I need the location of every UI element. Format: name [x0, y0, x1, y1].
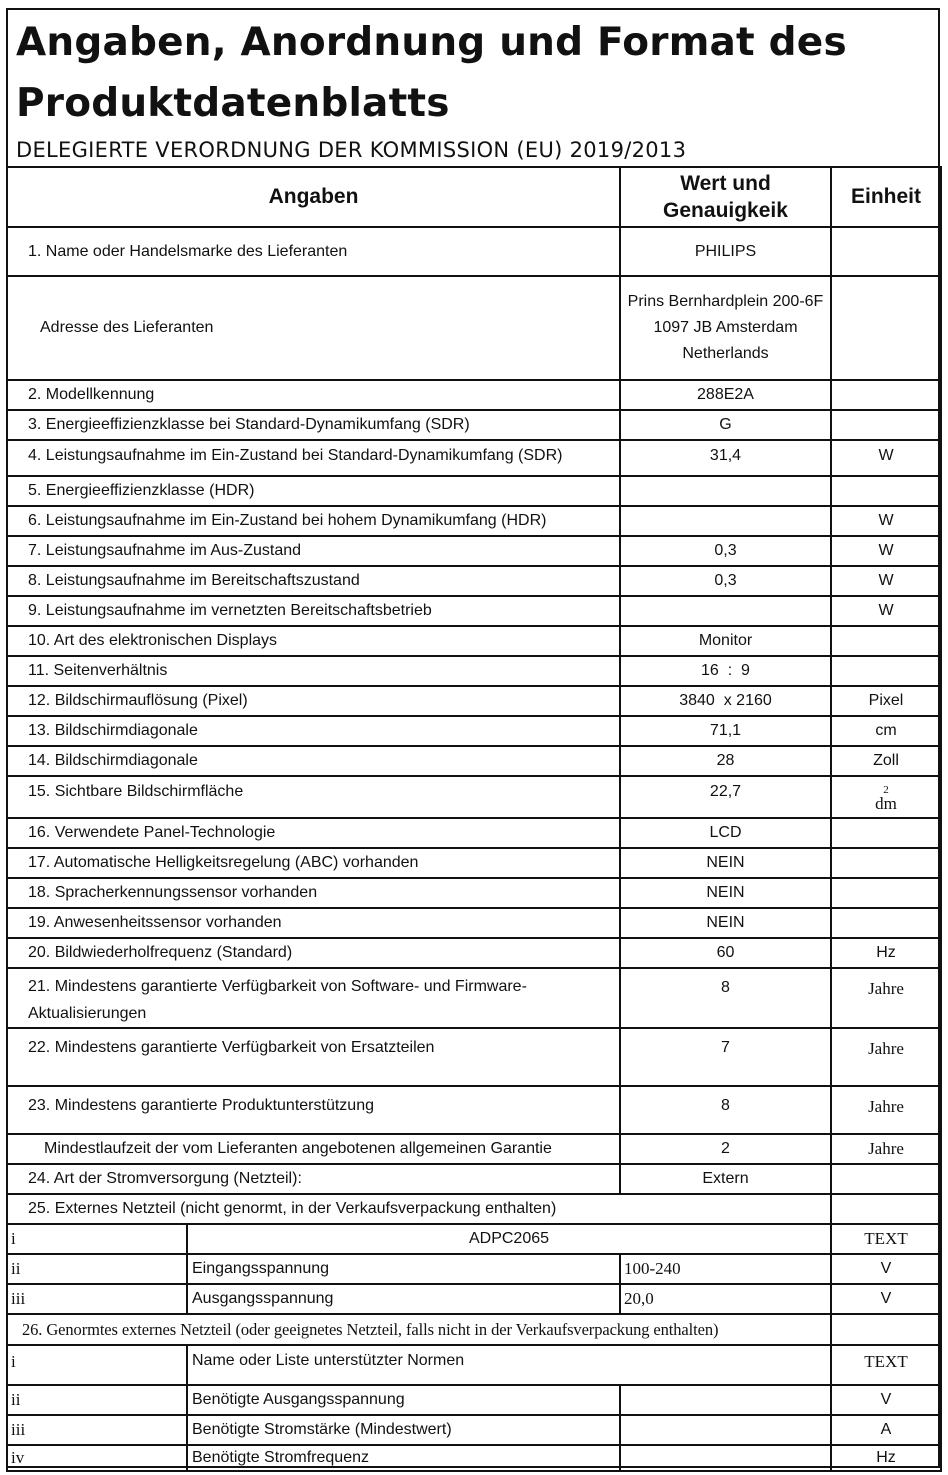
row-value: 7: [620, 1028, 831, 1086]
row-unit: W: [831, 566, 941, 596]
row-label: 18. Spracherkennungssensor vorhanden: [7, 878, 620, 908]
row-label: Mindestlaufzeit der vom Lieferanten angebotenen allgemeinen Garantie: [7, 1134, 620, 1164]
row-unit: Jahre: [831, 1028, 941, 1086]
row-unit: [831, 1164, 941, 1194]
row-value: G: [620, 410, 831, 440]
roman-numeral: iii: [7, 1284, 187, 1314]
row-value: NEIN: [620, 848, 831, 878]
row-label-line: Aktualisierungen: [28, 1005, 147, 1022]
row-label: Eingangsspannung: [187, 1254, 620, 1284]
table-row: [7, 1254, 941, 1284]
address-line: Netherlands: [682, 345, 769, 362]
table-row: [7, 1028, 941, 1086]
row-value: 8: [620, 1086, 831, 1134]
row-value: 288E2A: [620, 380, 831, 410]
section-label: 26. Genormtes externes Netzteil (oder geeignetes Netzteil, falls nicht in der Verkaufsverpackung enthalten): [7, 1314, 831, 1345]
row-label: 14. Bildschirmdiagonale: [7, 746, 620, 776]
table-row: [7, 818, 941, 848]
row-value: NEIN: [620, 878, 831, 908]
row-value: NEIN: [620, 908, 831, 938]
row-unit: TEXT: [831, 1224, 941, 1254]
row-unit: [831, 656, 941, 686]
row-value: ADPC2065: [187, 1224, 831, 1254]
row-unit: [831, 848, 941, 878]
row-unit: W: [831, 506, 941, 536]
row-value: 3840 x 2160: [620, 686, 831, 716]
row-unit: [831, 878, 941, 908]
section-label: 25. Externes Netzteil (nicht genormt, in der Verkaufsverpackung enthalten): [7, 1194, 831, 1224]
row-value: 0,3: [620, 536, 831, 566]
table-row: [7, 908, 941, 938]
table-row: [7, 1194, 941, 1224]
row-value: 2: [620, 1134, 831, 1164]
table-row: [7, 716, 941, 746]
row-unit: [831, 626, 941, 656]
row-label: 4. Leistungsaufnahme im Ein-Zustand bei Standard-Dynamikumfang (SDR): [7, 440, 620, 476]
regulation-subtitle: DELEGIERTE VERORDNUNG DER KOMMISSION (EU) 2019/2013: [16, 138, 687, 162]
row-value: [620, 1415, 831, 1445]
table-row: [7, 596, 941, 626]
supplier-address: [620, 276, 831, 380]
row-value: 8: [620, 968, 831, 1028]
row-unit: W: [831, 440, 941, 476]
row-value: LCD: [620, 818, 831, 848]
page-title: Angaben, Anordnung und Format des Produktdatenblatts: [16, 20, 847, 126]
row-label: 11. Seitenverhältnis: [7, 656, 620, 686]
row-label: Name oder Liste unterstützter Normen: [187, 1345, 831, 1385]
row-label: 10. Art des elektronischen Displays: [7, 626, 620, 656]
unit-superscript: 2: [883, 784, 889, 796]
row-value: [620, 506, 831, 536]
table-row: [7, 1345, 941, 1385]
table-row: [7, 626, 941, 656]
row-value: 60: [620, 938, 831, 968]
row-unit: W: [831, 596, 941, 626]
row-unit: Pixel: [831, 686, 941, 716]
row-unit: Zoll: [831, 746, 941, 776]
row-value: 22,7: [620, 776, 831, 818]
table-row: [7, 506, 941, 536]
row-label: 9. Leistungsaufnahme im vernetzten Bereitschaftsbetrieb: [7, 596, 620, 626]
row-unit: [831, 227, 941, 276]
row-label: [7, 968, 620, 1028]
row-label: 20. Bildwiederholfrequenz (Standard): [7, 938, 620, 968]
table-row: [7, 656, 941, 686]
roman-numeral: iii: [7, 1415, 187, 1445]
row-unit: TEXT: [831, 1345, 941, 1385]
table-header-row: [7, 167, 941, 227]
table-row: [7, 686, 941, 716]
row-unit: Hz: [831, 1445, 941, 1471]
table-row: [7, 1314, 941, 1345]
row-label: 13. Bildschirmdiagonale: [7, 716, 620, 746]
row-label: 22. Mindestens garantierte Verfügbarkeit von Ersatzteilen: [7, 1028, 620, 1086]
col-header-einheit: Einheit: [831, 167, 941, 227]
row-label: 5. Energieeffizienzklasse (HDR): [7, 476, 620, 506]
row-value: PHILIPS: [620, 227, 831, 276]
row-label: 12. Bildschirmauflösung (Pixel): [7, 686, 620, 716]
roman-numeral: ii: [7, 1254, 187, 1284]
row-unit: Hz: [831, 938, 941, 968]
address-line: Prins Bernhardplein 200-6F: [627, 293, 824, 310]
table-row: [7, 878, 941, 908]
product-data-table: [6, 166, 942, 1472]
row-unit: A: [831, 1415, 941, 1445]
row-unit: Jahre: [831, 968, 941, 1028]
row-unit: V: [831, 1284, 941, 1314]
row-unit: [831, 380, 941, 410]
table-row: [7, 1385, 941, 1415]
row-label: 7. Leistungsaufnahme im Aus-Zustand: [7, 536, 620, 566]
row-unit: [831, 410, 941, 440]
row-unit: V: [831, 1254, 941, 1284]
row-value: 20,0: [620, 1284, 831, 1314]
table-row: [7, 848, 941, 878]
col-header-angaben: Angaben: [7, 167, 620, 227]
row-unit: [831, 276, 941, 380]
row-label-line: 21. Mindestens garantierte Verfügbarkeit von Software- und Firmware-: [28, 978, 527, 995]
row-unit: V: [831, 1385, 941, 1415]
row-label: Ausgangsspannung: [187, 1284, 620, 1314]
row-value: 0,3: [620, 566, 831, 596]
roman-numeral: ii: [7, 1385, 187, 1415]
row-value: [620, 476, 831, 506]
row-label: Benötigte Stromstärke (Mindestwert): [187, 1415, 620, 1445]
unit-text: dm: [875, 794, 897, 813]
table-row: [7, 440, 941, 476]
table-row: [7, 410, 941, 440]
row-label: 24. Art der Stromversorgung (Netzteil):: [7, 1164, 620, 1194]
row-value: Extern: [620, 1164, 831, 1194]
row-label: 6. Leistungsaufnahme im Ein-Zustand bei hohem Dynamikumfang (HDR): [7, 506, 620, 536]
row-value: [620, 596, 831, 626]
row-value: [620, 1385, 831, 1415]
row-label: 19. Anwesenheitssensor vorhanden: [7, 908, 620, 938]
row-unit: [831, 1314, 941, 1345]
roman-numeral: iv: [7, 1445, 187, 1471]
row-label: Benötigte Ausgangsspannung: [187, 1385, 620, 1415]
row-label: Adresse des Lieferanten: [7, 276, 620, 380]
row-value: 16 : 9: [620, 656, 831, 686]
row-unit: Jahre: [831, 1086, 941, 1134]
row-unit: W: [831, 536, 941, 566]
roman-numeral: i: [7, 1224, 187, 1254]
row-label: 1. Name oder Handelsmarke des Lieferanten: [7, 227, 620, 276]
row-value: 100-240: [620, 1254, 831, 1284]
col-header-wert: Wert und Genauigkeik: [620, 167, 831, 227]
table-row: [7, 536, 941, 566]
table-row: [7, 1415, 941, 1445]
row-label: 15. Sichtbare Bildschirmfläche: [7, 776, 620, 818]
table-row: [7, 968, 941, 1028]
table-row: [7, 1224, 941, 1254]
table-row: [7, 1284, 941, 1314]
table-row: [7, 276, 941, 380]
table-row: [7, 938, 941, 968]
row-value: 28: [620, 746, 831, 776]
table-row: [7, 1164, 941, 1194]
table-row: [7, 1134, 941, 1164]
row-label: 2. Modellkennung: [7, 380, 620, 410]
table-row: [7, 1086, 941, 1134]
table-row: [7, 566, 941, 596]
table-row: [7, 1445, 941, 1471]
row-value: 71,1: [620, 716, 831, 746]
table-row: [7, 380, 941, 410]
row-label: 16. Verwendete Panel-Technologie: [7, 818, 620, 848]
row-label: 8. Leistungsaufnahme im Bereitschaftszustand: [7, 566, 620, 596]
row-value: 31,4: [620, 440, 831, 476]
row-label: 3. Energieeffizienzklasse bei Standard-Dynamikumfang (SDR): [7, 410, 620, 440]
row-value: [620, 1445, 831, 1471]
sheet-header: [8, 8, 938, 162]
row-label: Benötigte Stromfrequenz: [187, 1445, 620, 1471]
row-label: 17. Automatische Helligkeitsregelung (ABC) vorhanden: [7, 848, 620, 878]
row-value: Monitor: [620, 626, 831, 656]
table-row: [7, 227, 941, 276]
row-unit: cm: [831, 716, 941, 746]
row-unit: [831, 476, 941, 506]
row-unit: [831, 908, 941, 938]
row-unit: [831, 818, 941, 848]
row-unit: Jahre: [831, 1134, 941, 1164]
address-line: 1097 JB Amsterdam: [653, 319, 798, 336]
table-row: [7, 476, 941, 506]
row-unit: [831, 776, 941, 818]
row-unit: [831, 1194, 941, 1224]
table-row: [7, 746, 941, 776]
table-row: [7, 776, 941, 818]
row-label: 23. Mindestens garantierte Produktunterstützung: [7, 1086, 620, 1134]
roman-numeral: i: [7, 1345, 187, 1385]
